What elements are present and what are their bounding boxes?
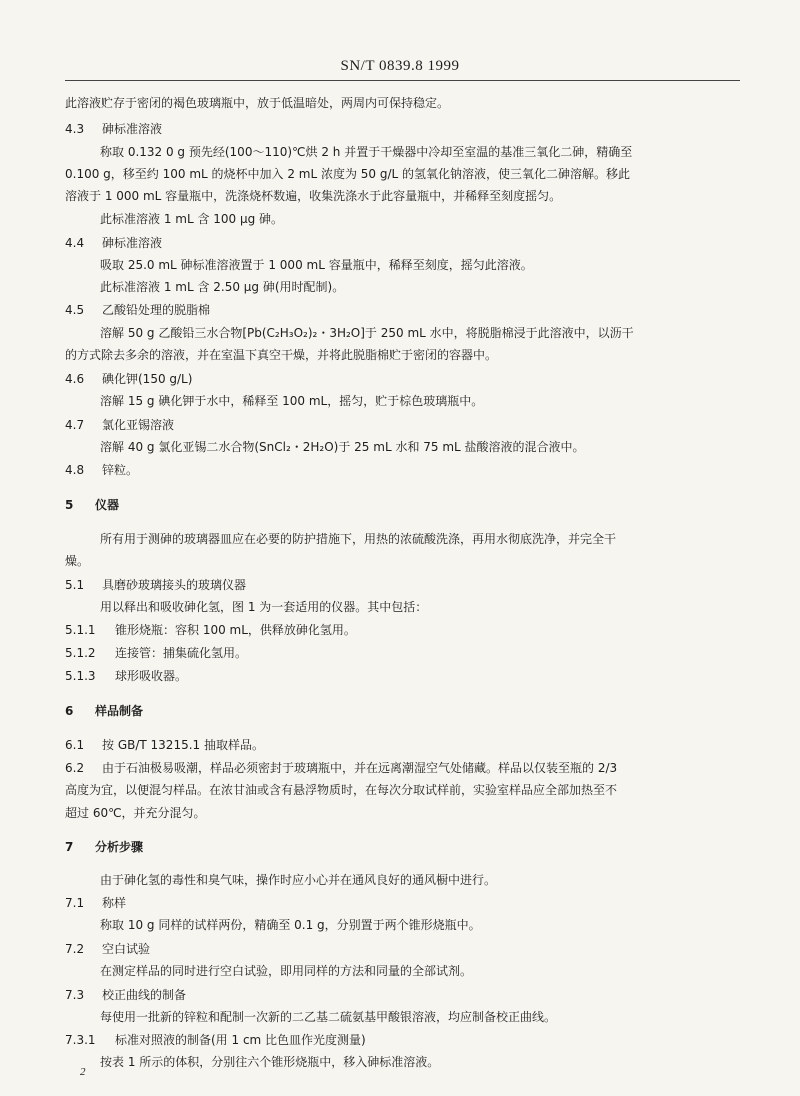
page-number: 2 — [80, 1066, 86, 1078]
section-number: 4.7 — [65, 418, 85, 432]
section-heading — [65, 235, 162, 251]
paragraph-line: 此标准溶液 1 mL 含 100 μg 砷。 — [100, 212, 284, 226]
paragraph-line: 所有用于测砷的玻璃器皿应在必要的防护措施下，用热的浓硫酸洗涤，再用水彻底洗净，并完全干 — [100, 532, 617, 546]
section-heading — [65, 577, 246, 593]
subsection-number: 7.3.1 — [65, 1033, 96, 1047]
section-heading — [65, 302, 210, 318]
chapter-number: 7 — [65, 840, 74, 854]
subsection-item — [65, 645, 247, 661]
chapter-title: 分析步骤 — [95, 840, 144, 854]
section-number: 7.3 — [65, 988, 85, 1002]
chapter-heading — [65, 703, 143, 719]
paragraph-line: 溶解 15 g 碘化钾于水中，稀释至 100 mL，摇匀，贮于棕色玻璃瓶中。 — [100, 394, 484, 408]
section-number: 6.1 — [65, 738, 85, 752]
paragraph-line: 用以释出和吸收砷化氢，图 1 为一套适用的仪器。其中包括： — [100, 600, 428, 614]
subsection-text: 锥形烧瓶：容积 100 mL，供释放砷化氢用。 — [115, 623, 356, 637]
section-text: 按 GB/T 13215.1 抽取样品。 — [102, 738, 264, 752]
section-title: 砷标准溶液 — [102, 122, 163, 136]
paragraph-line: 燥。 — [65, 554, 90, 568]
paragraph-line: 每使用一批新的锌粒和配制一次新的二乙基二硫氨基甲酸银溶液，均应制备校正曲线。 — [100, 1010, 557, 1024]
section-heading — [65, 121, 162, 137]
paragraph-line: 0.100 g，移至约 100 mL 的烧杯中加入 2 mL 浓度为 50 g/L 的氢氧化钠溶液，使三氧化二砷溶解。移此 — [65, 167, 631, 181]
subsection-item — [65, 668, 187, 684]
section-number: 4.5 — [65, 303, 85, 317]
subsection-text: 连接管：捕集硫化氢用。 — [115, 646, 248, 660]
section-title: 乙酸铅处理的脱脂棉 — [102, 303, 211, 317]
paragraph-line: 由于砷化氢的毒性和臭气味，操作时应小心并在通风良好的通风橱中进行。 — [100, 873, 497, 887]
subsection-number: 5.1.3 — [65, 669, 96, 683]
section-item — [65, 760, 617, 776]
section-number: 4.4 — [65, 236, 85, 250]
subsection-text: 球形吸收器。 — [115, 669, 188, 683]
paragraph-line: 称取 0.132 0 g 预先经(100～110)℃烘 2 h 并置于干燥器中冷却至室温的基准三氧化二砷，精确至 — [100, 145, 633, 159]
standard-number-header: SN/T 0839.8 1999 — [340, 58, 460, 74]
section-heading — [65, 987, 186, 1003]
paragraph-line: 此标准溶液 1 mL 含 2.50 μg 砷(用时配制)。 — [100, 280, 345, 294]
paragraph-line: 此溶液贮存于密闭的褐色玻璃瓶中，放于低温暗处，两周内可保持稳定。 — [65, 96, 450, 110]
section-title: 砷标准溶液 — [102, 236, 163, 250]
section-title: 具磨砂玻璃接头的玻璃仪器 — [102, 578, 247, 592]
section-number: 4.8 — [65, 463, 85, 477]
section-title: 称样 — [102, 896, 127, 910]
section-number: 4.6 — [65, 372, 85, 386]
section-title: 锌粒。 — [102, 463, 139, 477]
chapter-title: 样品制备 — [95, 704, 144, 718]
section-number: 4.3 — [65, 122, 85, 136]
paragraph-line: 吸取 25.0 mL 砷标准溶液置于 1 000 mL 容量瓶中，稀释至刻度，摇匀此溶液。 — [100, 258, 533, 272]
section-text: 由于石油极易吸潮，样品必须密封于玻璃瓶中，并在远离潮湿空气处储藏。样品以仅装至瓶的 2/3 — [102, 761, 618, 775]
subsection-number: 5.1.1 — [65, 623, 96, 637]
paragraph-line: 溶液于 1 000 mL 容量瓶中，洗涤烧杯数遍，收集洗涤水于此容量瓶中，并稀释至刻度摇匀。 — [65, 189, 562, 203]
section-title: 空白试验 — [102, 942, 151, 956]
section-number: 6.2 — [65, 761, 85, 775]
subsection-item — [65, 622, 356, 638]
section-number: 7.1 — [65, 896, 85, 910]
section-item — [65, 737, 264, 753]
paragraph-line: 溶解 40 g 氯化亚锡二水合物(SnCl₂・2H₂O)于 25 mL 水和 75 mL 盐酸溶液的混合液中。 — [100, 440, 585, 454]
subsection-text: 标准对照液的制备(用 1 cm 比色皿作光度测量) — [115, 1033, 366, 1047]
paragraph-line: 的方式除去多余的溶液，并在室温下真空干燥，并将此脱脂棉贮于密闭的容器中。 — [65, 348, 498, 362]
subsection-item — [65, 1032, 366, 1048]
paragraph-line: 称取 10 g 同样的试样两份，精确至 0.1 g，分别置于两个锥形烧瓶中。 — [100, 918, 481, 932]
section-number: 7.2 — [65, 942, 85, 956]
paragraph-line: 溶解 50 g 乙酸铅三水合物[Pb(C₂H₃O₂)₂・3H₂O]于 250 mL 水中，将脱脂棉浸于此溶液中，以沥干 — [100, 326, 634, 340]
header-rule — [65, 80, 740, 81]
paragraph-line: 高度为宜，以便混匀样品。在浓甘油或含有悬浮物质时，在每次分取试样前，实验室样品应全部加热至不 — [65, 783, 618, 797]
section-title: 氯化亚锡溶液 — [102, 418, 175, 432]
chapter-number: 5 — [65, 498, 74, 512]
chapter-heading — [65, 839, 143, 855]
section-heading — [65, 462, 138, 478]
paragraph-line: 超过 60℃，并充分混匀。 — [65, 806, 206, 820]
paragraph-line: 在测定样品的同时进行空白试验，即用同样的方法和同量的全部试剂。 — [100, 964, 473, 978]
section-heading — [65, 895, 126, 911]
section-heading — [65, 417, 174, 433]
section-number: 5.1 — [65, 578, 85, 592]
section-title: 校正曲线的制备 — [102, 988, 187, 1002]
section-title: 碘化钾(150 g/L) — [102, 372, 193, 386]
chapter-number: 6 — [65, 704, 74, 718]
chapter-heading — [65, 497, 119, 513]
paragraph-line: 按表 1 所示的体积，分别往六个锥形烧瓶中，移入砷标准溶液。 — [100, 1055, 440, 1069]
section-heading — [65, 941, 150, 957]
subsection-number: 5.1.2 — [65, 646, 96, 660]
section-heading — [65, 371, 192, 387]
chapter-title: 仪器 — [95, 498, 120, 512]
